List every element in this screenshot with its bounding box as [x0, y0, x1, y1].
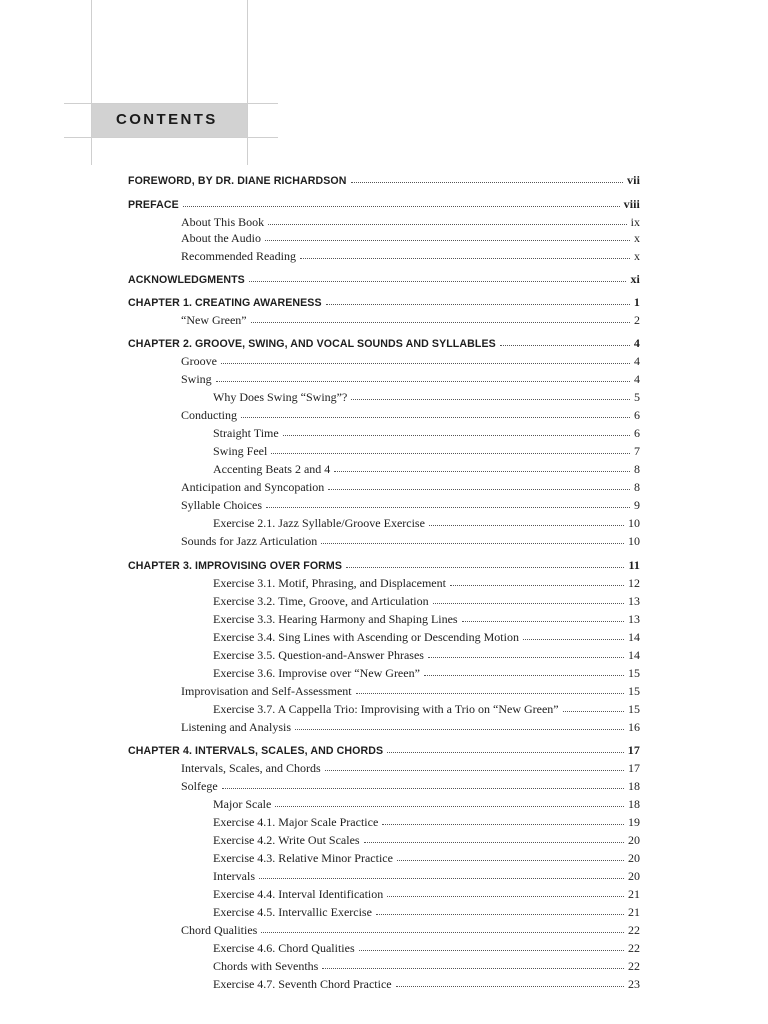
toc-entry[interactable] [181, 353, 640, 369]
dot-leader [351, 172, 624, 183]
toc-entry-title: Exercise 3.1. Motif, Phrasing, and Displacement [213, 576, 446, 590]
toc-entry-title: Intervals, Scales, and Chords [181, 761, 321, 775]
toc-entry-title: CHAPTER 1. CREATING AWARENESS [128, 297, 322, 309]
toc-entry[interactable] [181, 760, 640, 776]
toc-entry-page: 6 [634, 426, 640, 440]
dot-leader [387, 742, 624, 753]
dot-leader [500, 335, 630, 346]
toc-entry-title: Major Scale [213, 797, 272, 811]
toc-entry[interactable] [181, 230, 640, 246]
toc-entry-title: Recommended Reading [181, 249, 296, 263]
toc-entry[interactable] [213, 701, 640, 717]
toc-entry-title: Exercise 4.3. Relative Minor Practice [213, 851, 393, 865]
dot-leader [428, 647, 624, 658]
dot-leader [326, 294, 630, 305]
toc-entry-page: x [634, 249, 640, 263]
toc-entry-page: 15 [628, 684, 640, 698]
toc-entry-page: 19 [628, 815, 640, 829]
toc-entry-title: Exercise 3.4. Sing Lines with Ascending or Descending Motion [213, 630, 519, 644]
toc-entry[interactable] [213, 593, 640, 609]
dot-leader [221, 353, 630, 364]
toc-entry-page: 13 [628, 594, 640, 608]
toc-entry-title: Exercise 3.6. Improvise over “New Green” [213, 666, 420, 680]
toc-entry[interactable] [128, 271, 640, 287]
toc-entry-title: Improvisation and Self-Assessment [181, 684, 352, 698]
toc-entry-page: 11 [628, 558, 640, 572]
page-title: CONTENTS [116, 111, 218, 128]
dot-leader [563, 701, 624, 712]
toc-entry-title: CHAPTER 2. GROOVE, SWING, AND VOCAL SOUNDS AND SYLLABLES [128, 338, 496, 350]
dot-leader [334, 461, 630, 472]
toc-entry-page: 15 [628, 666, 640, 680]
toc-entry-page: x [634, 231, 640, 245]
dot-leader [523, 629, 624, 640]
toc-entry[interactable] [128, 335, 640, 351]
toc-entry-page: 20 [628, 851, 640, 865]
dot-leader [397, 850, 624, 861]
toc-entry-page: 12 [628, 576, 640, 590]
toc-entry[interactable] [181, 497, 640, 513]
toc-entry[interactable] [213, 814, 640, 830]
toc-entry-page: 20 [628, 869, 640, 883]
toc-entry-title: Sounds for Jazz Articulation [181, 534, 318, 548]
toc-entry[interactable] [213, 886, 640, 902]
toc-entry-page: 21 [628, 905, 640, 919]
toc-entry[interactable] [213, 904, 640, 920]
dot-leader [322, 958, 624, 969]
toc-entry-title: Anticipation and Syncopation [181, 480, 325, 494]
toc-entry-title: CHAPTER 3. IMPROVISING OVER FORMS [128, 560, 343, 572]
dot-leader [387, 886, 624, 897]
toc-entry[interactable] [181, 371, 640, 387]
toc-entry-title: Exercise 4.2. Write Out Scales [213, 833, 360, 847]
toc-entry-title: Listening and Analysis [181, 720, 291, 734]
toc-entry[interactable] [181, 479, 640, 495]
dot-leader [364, 832, 624, 843]
toc-entry-page: 22 [628, 941, 640, 955]
dot-leader [433, 593, 624, 604]
toc-entry[interactable] [181, 778, 640, 794]
toc-entry-title: Chords with Sevenths [213, 959, 319, 973]
toc-entry-page: 23 [628, 977, 640, 991]
toc-entry-page: 6 [634, 408, 640, 422]
toc-entry[interactable] [213, 443, 640, 459]
toc-entry-title: Exercise 4.6. Chord Qualities [213, 941, 355, 955]
toc-entry-page: xi [630, 272, 640, 286]
toc-entry[interactable] [181, 533, 640, 549]
toc-entry[interactable] [213, 575, 640, 591]
toc-entry-page: 1 [633, 295, 640, 309]
toc-entry-title: Syllable Choices [181, 498, 262, 512]
toc-entry[interactable] [128, 172, 640, 188]
toc-entry-page: 7 [634, 444, 640, 458]
toc-entry-page: 4 [634, 372, 640, 386]
toc-entry[interactable] [181, 248, 640, 264]
toc-entry-title: Exercise 4.4. Interval Identification [213, 887, 384, 901]
toc-entry-page: 10 [628, 516, 640, 530]
toc-entry-title: Solfege [181, 779, 218, 793]
dot-leader [321, 533, 624, 544]
toc-entry-page: 18 [628, 797, 640, 811]
toc-entry-title: About the Audio [181, 231, 261, 245]
toc-entry-title: ACKNOWLEDGMENTS [128, 274, 245, 286]
toc-entry-page: 14 [628, 630, 640, 644]
toc-entry-title: Why Does Swing “Swing”? [213, 390, 348, 404]
toc-entry-title: Conducting [181, 408, 237, 422]
toc-entry[interactable] [213, 832, 640, 848]
toc-entry-page: 15 [628, 702, 640, 716]
dot-leader [351, 389, 630, 400]
toc-entry-title: Swing Feel [213, 444, 268, 458]
toc-entry-page: 10 [628, 534, 640, 548]
toc-entry-page: 16 [628, 720, 640, 734]
toc-entry-title: Exercise 4.7. Seventh Chord Practice [213, 977, 392, 991]
toc-entry-title: CHAPTER 4. INTERVALS, SCALES, AND CHORDS [128, 745, 384, 757]
toc-entry-page: 17 [627, 743, 640, 757]
dot-leader [376, 904, 624, 915]
dot-leader [222, 778, 624, 789]
dot-leader [249, 271, 627, 282]
dot-leader [359, 940, 624, 951]
toc-entry[interactable] [213, 629, 640, 645]
dot-leader [251, 312, 630, 323]
toc-entry[interactable] [213, 647, 640, 663]
toc-entry-page: 2 [634, 313, 640, 327]
toc-entry-title: Exercise 3.2. Time, Groove, and Articulation [213, 594, 429, 608]
toc-entry[interactable] [181, 407, 640, 423]
dot-leader [325, 760, 624, 771]
dot-leader [382, 814, 624, 825]
toc-entry-title: Chord Qualities [181, 923, 258, 937]
toc-entry-title: Accenting Beats 2 and 4 [213, 462, 331, 476]
toc-entry-title: FOREWORD, BY DR. DIANE RICHARDSON [128, 175, 347, 187]
dot-leader [271, 443, 630, 454]
toc-entry-title: Swing [181, 372, 212, 386]
toc-entry-page: 4 [633, 336, 640, 350]
dot-leader [241, 407, 630, 418]
toc-entry[interactable] [181, 683, 640, 699]
toc-entry[interactable] [213, 850, 640, 866]
toc-entry-title: Exercise 4.5. Intervallic Exercise [213, 905, 372, 919]
dot-leader [429, 515, 624, 526]
toc-entry[interactable] [213, 958, 640, 974]
toc-entry-title: Straight Time [213, 426, 279, 440]
toc-entry[interactable] [128, 196, 640, 212]
dot-leader [183, 196, 620, 207]
toc-entry[interactable] [213, 611, 640, 627]
toc-entry-page: 8 [634, 462, 640, 476]
toc-entry-page: 21 [628, 887, 640, 901]
toc-entry[interactable] [213, 796, 640, 812]
toc-entry[interactable] [213, 425, 640, 441]
toc-entry-page: 14 [628, 648, 640, 662]
toc-entry[interactable] [128, 294, 640, 310]
toc-entry-page: 20 [628, 833, 640, 847]
dot-leader [275, 796, 624, 807]
toc-entry[interactable] [181, 922, 640, 938]
dot-leader [265, 230, 630, 241]
toc-entry-page: 13 [628, 612, 640, 626]
toc-entry-title: Exercise 3.5. Question-and-Answer Phrases [213, 648, 424, 662]
dot-leader [462, 611, 624, 622]
toc-entry-page: 22 [628, 959, 640, 973]
dot-leader [261, 922, 624, 933]
toc-entry-page: 9 [634, 498, 640, 512]
toc-entry[interactable] [128, 557, 640, 573]
toc-entry[interactable] [213, 976, 640, 992]
toc-entry[interactable] [213, 868, 640, 884]
toc-entry-title: Exercise 3.7. A Cappella Trio: Improvising with a Trio on “New Green” [213, 702, 559, 716]
toc-entry-page: 18 [628, 779, 640, 793]
dot-leader [283, 425, 630, 436]
toc-entry-page: 8 [634, 480, 640, 494]
toc-entry-title: Exercise 4.1. Major Scale Practice [213, 815, 379, 829]
toc-entry[interactable] [213, 461, 640, 477]
dot-leader [259, 868, 624, 879]
toc-entry-title: Exercise 3.3. Hearing Harmony and Shaping Lines [213, 612, 458, 626]
toc-entry-page: ix [630, 215, 640, 229]
dot-leader [424, 665, 624, 676]
dot-leader [356, 683, 624, 694]
toc-entry-title: PREFACE [128, 199, 179, 211]
toc-entry-page: 4 [634, 354, 640, 368]
dot-leader [268, 214, 627, 225]
toc-entry-page: viii [623, 197, 640, 211]
toc-entry-page: vii [627, 173, 640, 187]
dot-leader [450, 575, 624, 586]
toc-entry[interactable] [213, 940, 640, 956]
toc-entry-title: “New Green” [181, 313, 247, 327]
dot-leader [328, 479, 630, 490]
toc-entry[interactable] [213, 515, 640, 531]
dot-leader [346, 557, 624, 568]
dot-leader [396, 976, 624, 987]
toc-entry[interactable] [213, 389, 640, 405]
toc-entry[interactable] [181, 719, 640, 735]
toc-entry-page: 22 [628, 923, 640, 937]
dot-leader [266, 497, 630, 508]
dot-leader [300, 248, 630, 259]
toc-entry-title: Intervals [213, 869, 255, 883]
toc-entry-title: Groove [181, 354, 217, 368]
toc-entry-title: About This Book [181, 215, 265, 229]
toc-entry[interactable] [181, 312, 640, 328]
toc-entry-page: 17 [628, 761, 640, 775]
toc-entry-title: Exercise 2.1. Jazz Syllable/Groove Exercise [213, 516, 425, 530]
toc-entry[interactable] [181, 214, 640, 230]
toc-entry[interactable] [128, 742, 640, 758]
dot-leader [216, 371, 630, 382]
toc-entry[interactable] [213, 665, 640, 681]
dot-leader [295, 719, 624, 730]
toc-entry-page: 5 [634, 390, 640, 404]
